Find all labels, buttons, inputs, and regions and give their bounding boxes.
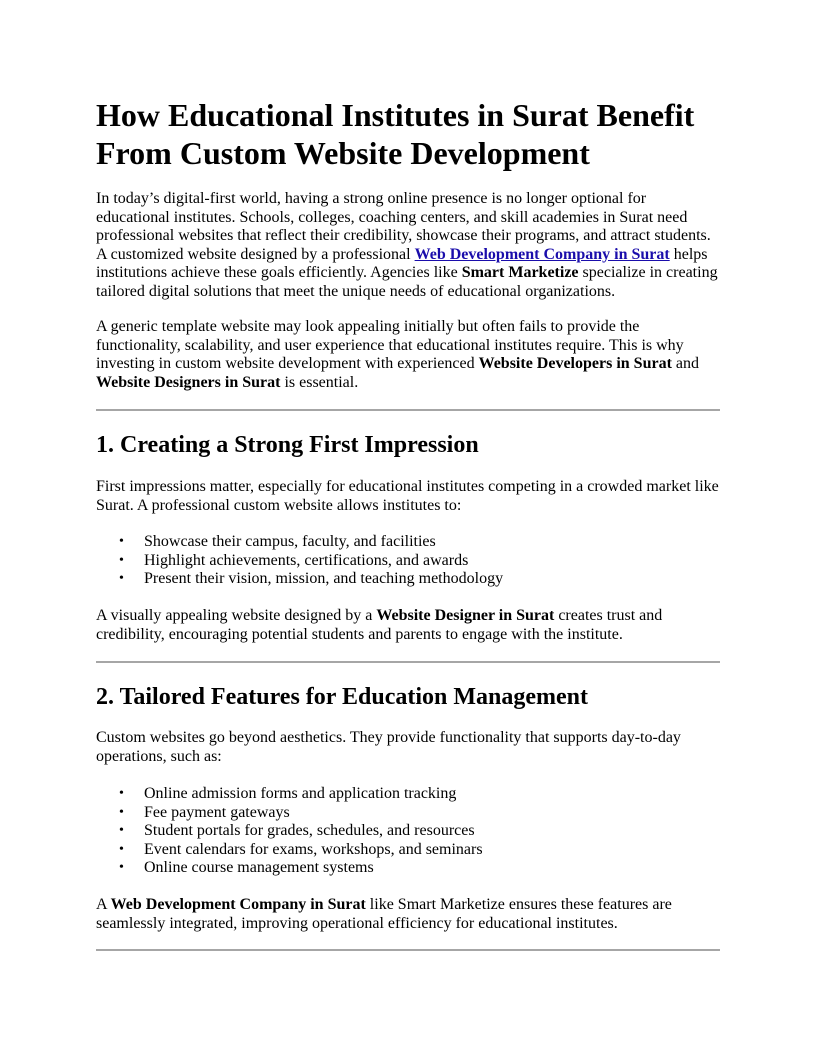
bullet-icon: • xyxy=(119,786,124,801)
intro-p2-mid: and xyxy=(671,355,700,372)
list-item xyxy=(96,570,720,589)
intro-p2-bold-2: Website Designers in Surat xyxy=(96,373,281,391)
section-2-outro-text: A xyxy=(96,896,111,913)
list-item-text: Present their vision, mission, and teaching methodology xyxy=(144,570,504,587)
section-divider xyxy=(96,949,720,951)
list-item-text: Event calendars for exams, workshops, and seminars xyxy=(144,840,483,858)
intro-paragraph-2 xyxy=(96,318,720,392)
web-development-company-link[interactable]: Web Development Company in Surat xyxy=(414,245,670,263)
list-item xyxy=(96,804,720,823)
intro-p1-bold: Smart Marketize xyxy=(461,264,579,281)
bullet-icon: • xyxy=(119,571,124,586)
list-item-text: Showcase their campus, faculty, and facilities xyxy=(144,533,436,550)
section-1-intro: First impressions matter, especially for educational institutes competing in a crowded market like Surat. A professional custom website allows institutes to: xyxy=(96,478,719,514)
intro-p2-text: A generic template website may look appealing initially but often fails to provide the functionality, scalability, and user experience that educational institutes require. This is why investing in custom website development with experienced xyxy=(96,318,684,372)
intro-p1-text: In today’s digital-first world, having a strong online presence is no longer optional for educational institutes. Schools, colleges, coaching centers, and skill academies in Surat need professional websites that reflect their credibility, showcase their programs, and attract students. A customized website designed by a professional xyxy=(96,190,711,263)
list-item xyxy=(96,841,720,860)
section-divider xyxy=(96,661,720,663)
section-divider xyxy=(96,409,720,411)
list-item-text: Online admission forms and application tracking xyxy=(144,785,457,802)
section-2-outro-bold: Web Development Company in Surat xyxy=(110,896,366,913)
intro-paragraph-1 xyxy=(96,190,720,301)
list-item xyxy=(96,533,720,552)
list-item-text: Highlight achievements, certifications, and awards xyxy=(144,551,469,569)
section-1-outro xyxy=(96,607,720,644)
list-item xyxy=(96,552,720,571)
list-item xyxy=(96,822,720,841)
section-1-outro-bold: Website Designer in Surat xyxy=(376,607,555,624)
bullet-icon: • xyxy=(119,841,124,857)
section-1-heading: 1. Creating a Strong First Impression xyxy=(96,432,479,458)
section-2-intro: Custom websites go beyond aesthetics. They provide functionality that supports day-to-day operations, such as: xyxy=(96,729,681,765)
intro-p2-bold-1: Website Developers in Surat xyxy=(478,355,672,372)
bullet-icon: • xyxy=(119,860,124,875)
list-item xyxy=(96,785,720,804)
section-2-outro-end: like Smart Marketize ensures these features are seamlessly integrated, improving operational efficiency for educational institutes. xyxy=(96,896,672,932)
section-2-bullet-list xyxy=(96,785,720,878)
bullet-icon: • xyxy=(119,804,124,820)
bullet-icon: • xyxy=(119,823,124,838)
section-2-outro xyxy=(96,896,720,933)
intro-p2-end: is essential. xyxy=(280,373,359,391)
section-1-outro-text: A visually appealing website designed by a xyxy=(96,607,377,624)
page-title: How Educational Institutes in Surat Benefit From Custom Website Development xyxy=(96,97,695,171)
intro-p1-after-link: helps institutions achieve these goals efficiently. Agencies like xyxy=(96,245,708,281)
section-2-heading: 2. Tailored Features for Education Management xyxy=(96,684,588,710)
list-item-text: Online course management systems xyxy=(144,859,374,876)
bullet-icon: • xyxy=(119,534,124,549)
list-item xyxy=(96,859,720,878)
intro-p1-end: specialize in creating tailored digital solutions that meet the unique needs of educational organizations. xyxy=(96,264,718,300)
bullet-icon: • xyxy=(119,552,124,568)
section-1-outro-end: creates trust and credibility, encouraging potential students and parents to engage with the institute. xyxy=(96,607,663,643)
list-item-text: Student portals for grades, schedules, and resources xyxy=(144,822,475,839)
list-item-text: Fee payment gateways xyxy=(144,803,290,821)
section-1-bullet-list xyxy=(96,533,720,589)
